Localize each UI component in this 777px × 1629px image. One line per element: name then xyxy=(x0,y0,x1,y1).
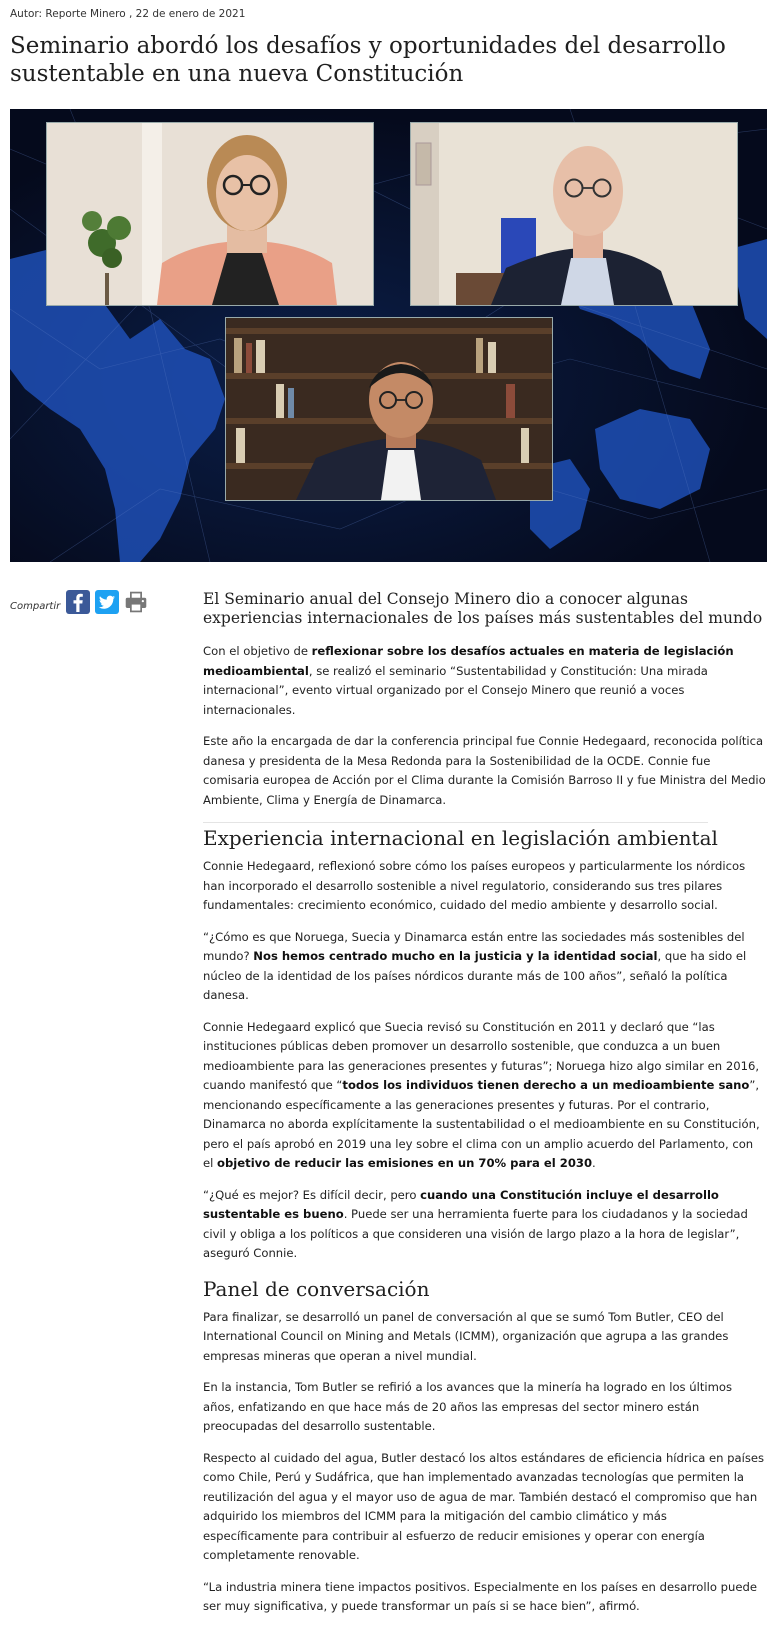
facebook-icon[interactable] xyxy=(66,590,90,614)
speaker-1-video-frame xyxy=(47,123,373,305)
paragraph-9: Respecto al cuidado del agua, Butler destacó los altos estándares de eficiencia hídrica en países como Chile, Perú y Sudáfrica, que han implementado avanzadas tecnologías que permiten la reutilización del agua y el mayor uso de agua de mar. También destacó el compromiso que han adquirido los miembros del ICMM para la mitigación del cambio climático y más específicamente para contribuir al esfuerzo de reducir emisiones y operar con energía completamente renovable. xyxy=(203,1450,765,1562)
speaker-2-video-frame xyxy=(411,123,737,305)
share-bar xyxy=(10,590,153,614)
paragraph-6: “¿Qué es mejor? Es difícil decir, pero cuando una Constitución incluye el desarrollo sustentable es bueno. Puede ser una herramienta fuerte para los ciudadanos y la sociedad civil y obliga a los políticos a que consideren una visión de largo plazo a la hora de legislar”, aseguró Connie. xyxy=(203,1187,748,1260)
author-label: Autor: xyxy=(10,8,43,20)
section-divider xyxy=(203,822,708,823)
article-body xyxy=(203,590,766,1629)
video-tile-speaker-2 xyxy=(410,122,738,306)
article-lead: El Seminario anual del Consejo Minero dio a conocer algunas experiencias internacionales de los países más sustentables del mundo xyxy=(203,590,763,627)
paragraph-10: “La industria minera tiene impactos positivos. Especialmente en los países en desarrollo puede ser muy significativa, y puede transformar un país si se hace bien”, afirmó. xyxy=(203,1579,757,1613)
paragraph-1: Con el objetivo de reflexionar sobre los desafíos actuales en materia de legislación medioambiental, se realizó el seminario “Sustentabilidad y Constitución: Una mirada internacional”, evento virtual organizado por el Consejo Minero que reunió a voces internacionales. xyxy=(203,644,734,717)
section-heading-panel: Panel de conversación xyxy=(203,1276,430,1301)
paragraph-4: “¿Cómo es que Noruega, Suecia y Dinamarca están entre las sociedades más sostenibles del mundo? Nos hemos centrado mucho en la justicia y la identidad social, que ha sido el núcleo de la identidad de los países nórdicos durante más de 100 años”, señaló la política danesa. xyxy=(203,929,747,1002)
paragraph-7: Para finalizar, se desarrolló un panel de conversación al que se sumó Tom Butler, CEO del International Council on Mining and Metals (ICMM), organización que agrupa a las grandes empresas mineras que operan a nivel mundial. xyxy=(203,1309,729,1363)
article-meta: Autor: Reporte Minero , 22 de enero de 2021 xyxy=(10,8,246,20)
publish-date: 22 de enero de 2021 xyxy=(135,8,246,20)
video-tile-speaker-3 xyxy=(225,317,553,501)
article-title: Seminario abordó los desafíos y oportunidades del desarrollo sustentable en una nueva Constitución xyxy=(10,33,726,87)
author-name[interactable]: Reporte Minero xyxy=(45,8,126,20)
share-label: Compartir xyxy=(10,600,61,612)
paragraph-8: En la instancia, Tom Butler se refirió a los avances que la minería ha logrado en los últimos años, enfatizando en que hace más de 20 años las empresas del sector minero están preocupadas del desarrollo sustentable. xyxy=(203,1380,733,1433)
paragraph-2: Este año la encargada de dar la conferencia principal fue Connie Hedegaard, reconocida política danesa y presidenta de la Mesa Redonda para la Sostenibilidad de la OCDE. Connie fue comisaria europea de Acción por el Clima durante la Comisión Barroso II y fue Ministra del Medio Ambiente, Clima y Energía de Dinamarca. xyxy=(203,734,766,807)
section-heading-experiencia: Experiencia internacional en legislación ambiental xyxy=(203,826,718,850)
paragraph-5: Connie Hedegaard explicó que Suecia revisó su Constitución en 2011 y declaró que “las instituciones públicas deben promover un desarrollo sostenible, que conduzca a un buen medioambiente para las generaciones presentes y futuras”; Noruega hizo algo similar en 2016, cuando manifestó que “todos los individuos tienen derecho a un medioambiente sano”, mencionando específicamente a las generaciones presentes y futuras. Por el contrario, Dinamarca no aborda explícitamente la sustentabilidad o el medioambiente en su Constitución, pero el país aprobó en 2019 una ley sobre el clima con un amplio acuerdo del Parlamento, con el objetivo de reducir las emisiones en un 70% para el 2030. xyxy=(203,1019,760,1170)
twitter-icon[interactable] xyxy=(95,590,119,614)
hero-image xyxy=(10,109,767,562)
speaker-3-video-frame xyxy=(226,318,552,500)
paragraph-3: Connie Hedegaard, reflexionó sobre cómo los países europeos y particularmente los nórdicos han incorporado el desarrollo sostenible a nivel regulatorio, considerando sus tres pilares fundamentales: crecimiento económico, cuidado del medio ambiente y desarrollo social. xyxy=(203,859,746,912)
print-icon[interactable] xyxy=(124,590,148,614)
video-tile-speaker-1 xyxy=(46,122,374,306)
